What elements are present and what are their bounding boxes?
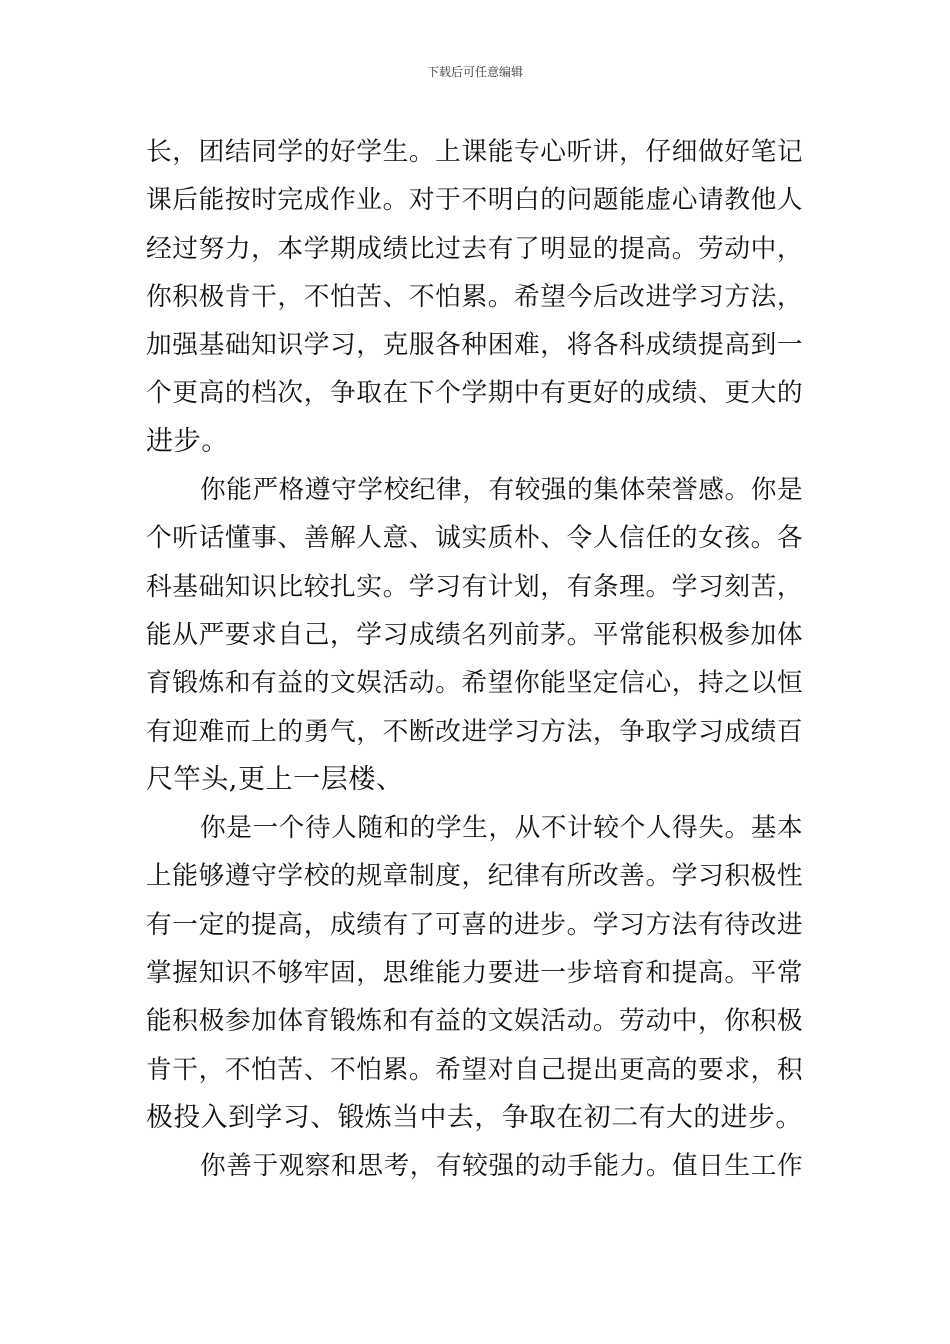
text-line: 掌握知识不够牢固，思维能力要进一步培育和提高。平常 bbox=[146, 958, 804, 989]
text-line: 有迎难而上的勇气，不断改进学习方法，争取学习成绩百 bbox=[146, 716, 804, 747]
text-line: 你能严格遵守学校纪律，有较强的集体荣誉感。你是 bbox=[200, 475, 804, 506]
document-body bbox=[146, 128, 806, 1191]
text-line: 课后能按时完成作业。对于不明白的问题能虚心请教他人 bbox=[146, 185, 804, 216]
text-line: 能从严要求自己，学习成绩名列前茅。平常能积极参加体 bbox=[146, 619, 804, 650]
text-line: 长，团结同学的好学生。上课能专心听讲，仔细做好笔记 bbox=[146, 137, 804, 167]
text-line: 你善于观察和思考，有较强的动手能力。值日生工作 bbox=[200, 1151, 804, 1182]
text-line: 你积极肯干，不怕苦、不怕累。希望今后改进学习方法， bbox=[146, 281, 804, 312]
page-header: 下载后可任意编辑 bbox=[426, 65, 523, 79]
text-line: 科基础知识比较扎实。学习有计划，有条理。学习刻苦， bbox=[146, 571, 804, 602]
text-line: 上能够遵守学校的规章制度，纪律有所改善。学习积极性 bbox=[146, 861, 804, 892]
text-line: 极投入到学习、锻炼当中去，争取在初二有大的进步。 bbox=[146, 1101, 803, 1133]
text-line: 个更高的档次，争取在下个学期中有更好的成绩、更大的 bbox=[146, 378, 804, 409]
text-line: 育锻炼和有益的文娱活动。希望你能坚定信心，持之以恒 bbox=[146, 668, 804, 699]
text-line: 尺竿头,更上一层楼、 bbox=[146, 763, 404, 795]
text-line: 肯干，不怕苦、不怕累。希望对自己提出更高的要求，积 bbox=[146, 1054, 804, 1085]
text-line: 经过努力，本学期成绩比过去有了明显的提高。劳动中， bbox=[146, 233, 804, 264]
text-line: 加强基础知识学习，克服各种困难，将各科成绩提高到一 bbox=[146, 330, 804, 361]
text-line: 能积极参加体育锻炼和有益的文娱活动。劳动中，你积极 bbox=[146, 1006, 804, 1037]
text-line: 个听话懂事、善解人意、诚实质朴、令人信任的女孩。各 bbox=[146, 523, 804, 554]
text-line: 进步。 bbox=[146, 425, 229, 457]
text-line: 你是一个待人随和的学生，从不计较个人得失。基本 bbox=[200, 813, 804, 844]
text-line: 有一定的提高，成绩有了可喜的进步。学习方法有待改进 bbox=[146, 909, 804, 940]
